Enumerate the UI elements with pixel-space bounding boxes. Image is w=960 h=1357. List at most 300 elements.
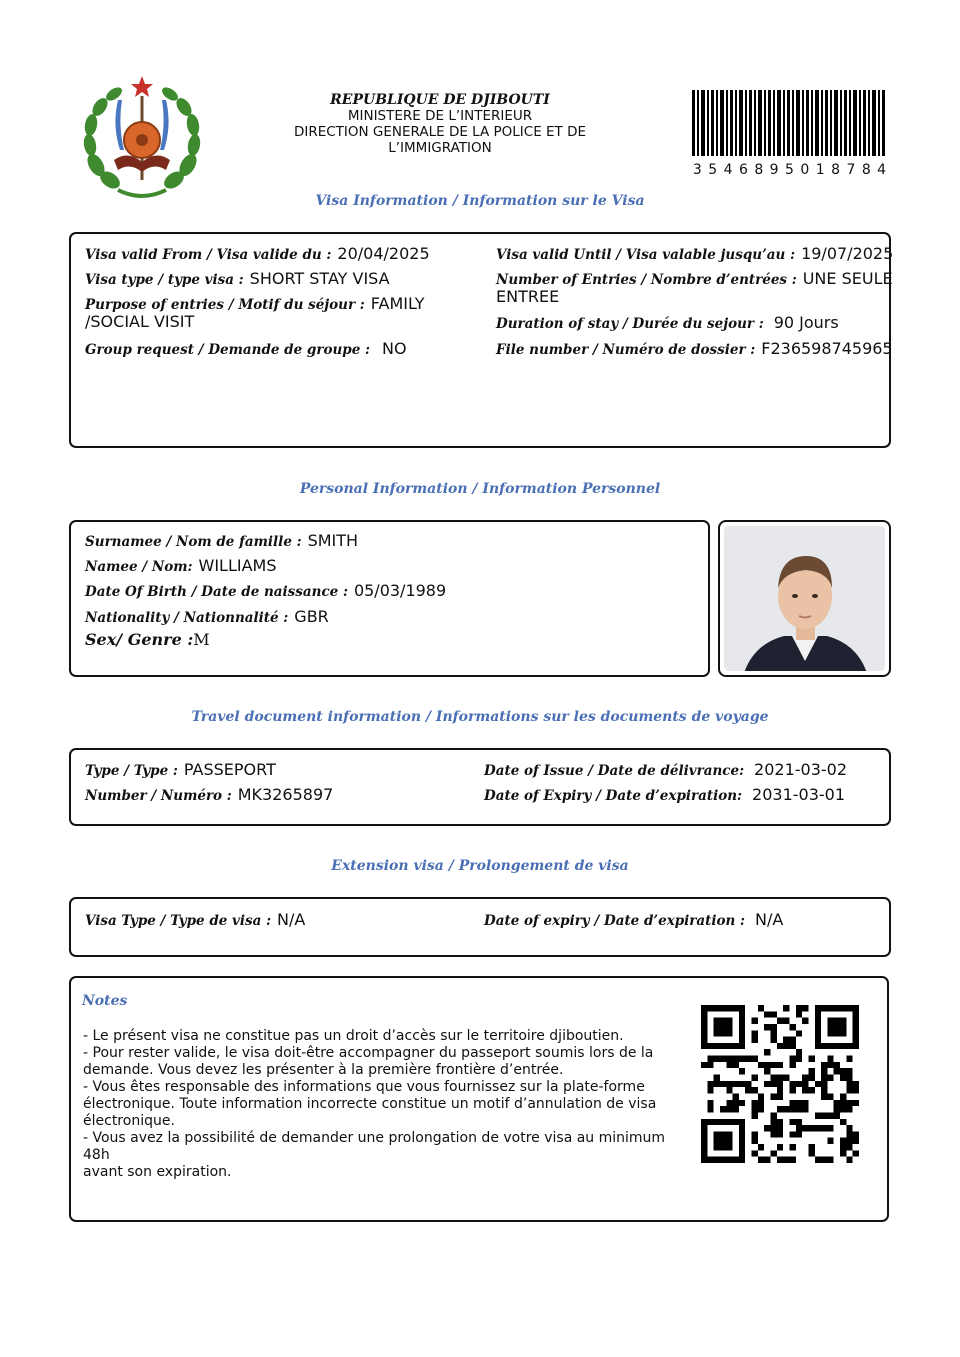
qr-module xyxy=(846,1075,852,1081)
qr-module xyxy=(758,1093,764,1099)
qr-module xyxy=(783,1106,789,1112)
qr-module xyxy=(758,1005,764,1011)
sex-label: Sex/ Genre : xyxy=(85,630,194,649)
notes-text xyxy=(83,1028,693,1181)
visa-valid-until-value: 19/07/2025 xyxy=(801,244,894,263)
qr-module xyxy=(802,1005,808,1011)
qr-module xyxy=(821,1087,827,1093)
extension-visa-type-value: N/A xyxy=(277,910,306,929)
qr-module xyxy=(796,1056,802,1062)
qr-module xyxy=(764,1125,770,1131)
qr-module xyxy=(853,1043,859,1049)
qr-module xyxy=(815,1030,821,1036)
qr-module xyxy=(771,1011,777,1017)
qr-module xyxy=(726,1081,732,1087)
qr-module xyxy=(701,1125,707,1131)
qr-module xyxy=(726,1030,732,1036)
qr-module xyxy=(726,1138,732,1144)
qr-module xyxy=(771,1037,777,1043)
qr-module xyxy=(821,1005,827,1011)
qr-module xyxy=(846,1131,852,1137)
qr-module xyxy=(789,1100,795,1106)
qr-module xyxy=(701,1119,707,1125)
note-line: avant son expiration. xyxy=(83,1164,232,1180)
qr-module xyxy=(714,1157,720,1163)
qr-module xyxy=(701,1157,707,1163)
qr-module xyxy=(720,1005,726,1011)
qr-module xyxy=(701,1144,707,1150)
qr-module xyxy=(846,1081,852,1087)
qr-module xyxy=(853,1018,859,1024)
file-number-value: F236598745965 xyxy=(761,339,893,358)
qr-module xyxy=(815,1043,821,1049)
qr-module xyxy=(739,1081,745,1087)
qr-module xyxy=(789,1106,795,1112)
qr-module xyxy=(701,1150,707,1156)
qr-module xyxy=(752,1106,758,1112)
qr-module xyxy=(821,1093,827,1099)
qr-module xyxy=(714,1018,720,1024)
qr-module xyxy=(726,1024,732,1030)
qr-module xyxy=(745,1081,751,1087)
qr-module xyxy=(834,1112,840,1118)
group-request-value: NO xyxy=(382,339,407,358)
qr-module xyxy=(808,1075,814,1081)
qr-module xyxy=(777,1125,783,1131)
qr-module xyxy=(771,1093,777,1099)
doc-issue-label: Date of Issue / Date de délivrance: xyxy=(484,763,745,779)
doc-expiry-label: Date of Expiry / Date d’expiration: xyxy=(484,788,743,804)
qr-module xyxy=(808,1144,814,1150)
qr-module xyxy=(758,1106,764,1112)
qr-module xyxy=(752,1056,758,1062)
qr-module xyxy=(726,1106,732,1112)
qr-module xyxy=(739,1150,745,1156)
qr-module xyxy=(777,1144,783,1150)
dob-label: Date Of Birth / Date de naissance : xyxy=(85,584,348,600)
qr-module xyxy=(739,1030,745,1036)
qr-module xyxy=(834,1030,840,1036)
qr-module xyxy=(720,1138,726,1144)
qr-module xyxy=(796,1081,802,1087)
qr-module xyxy=(739,1037,745,1043)
qr-module xyxy=(834,1024,840,1030)
qr-module xyxy=(745,1087,751,1093)
visa-type-value: SHORT STAY VISA xyxy=(249,269,390,288)
qr-module xyxy=(777,1119,783,1125)
qr-module xyxy=(771,1024,777,1030)
qr-module xyxy=(701,1043,707,1049)
qr-module xyxy=(840,1106,846,1112)
qr-module xyxy=(752,1018,758,1024)
qr-module xyxy=(777,1043,783,1049)
qr-module xyxy=(764,1011,770,1017)
entries-label: Number of Entries / Nombre d’entrées : xyxy=(496,272,797,288)
qr-module xyxy=(726,1144,732,1150)
purpose-row xyxy=(85,294,425,313)
qr-module xyxy=(720,1030,726,1036)
qr-module xyxy=(720,1144,726,1150)
qr-module xyxy=(815,1018,821,1024)
qr-module xyxy=(834,1062,840,1068)
doc-number-row xyxy=(85,785,333,804)
qr-module xyxy=(789,1087,795,1093)
qr-module xyxy=(777,1157,783,1163)
qr-module xyxy=(777,1131,783,1137)
qr-module xyxy=(808,1087,814,1093)
qr-module xyxy=(815,1005,821,1011)
qr-module xyxy=(771,1062,777,1068)
qr-module xyxy=(783,1037,789,1043)
qr-module xyxy=(714,1005,720,1011)
qr-module xyxy=(726,1043,732,1049)
purpose-value-line1: FAMILY xyxy=(370,294,425,313)
qr-module xyxy=(827,1043,833,1049)
qr-module xyxy=(815,1081,821,1087)
doc-issue-value: 2021-03-02 xyxy=(754,760,848,779)
qr-module xyxy=(701,1062,707,1068)
qr-module xyxy=(827,1093,833,1099)
qr-module xyxy=(752,1075,758,1081)
extension-visa-type-row xyxy=(85,910,305,929)
qr-module xyxy=(752,1037,758,1043)
qr-module xyxy=(853,1024,859,1030)
qr-module xyxy=(846,1157,852,1163)
qr-module xyxy=(726,1056,732,1062)
surname-label: Surnamee / Nom de famille : xyxy=(85,534,302,550)
dob-value: 05/03/1989 xyxy=(353,581,447,600)
qr-module xyxy=(796,1049,802,1055)
qr-module xyxy=(714,1056,720,1062)
qr-module xyxy=(783,1018,789,1024)
qr-module xyxy=(834,1005,840,1011)
qr-module xyxy=(789,1043,795,1049)
visa-type-row xyxy=(85,269,390,288)
qr-module xyxy=(739,1100,745,1106)
qr-module xyxy=(834,1100,840,1106)
qr-module xyxy=(771,1030,777,1036)
doc-expiry-row xyxy=(484,785,845,804)
note-line: - Le présent visa ne constitue pas un droit d’accès sur le territoire djiboutien. xyxy=(83,1028,624,1044)
qr-module xyxy=(840,1150,846,1156)
notes-title: Notes xyxy=(82,993,128,1009)
duration-label: Duration of stay / Durée du sejour : xyxy=(496,316,764,332)
qr-module xyxy=(726,1119,732,1125)
qr-module xyxy=(827,1056,833,1062)
qr-module xyxy=(739,1056,745,1062)
qr-module xyxy=(840,1093,846,1099)
visa-valid-from-value: 20/04/2025 xyxy=(337,244,430,263)
doc-expiry-value: 2031-03-01 xyxy=(752,785,846,804)
qr-module xyxy=(726,1100,732,1106)
qr-module xyxy=(821,1125,827,1131)
qr-module xyxy=(783,1157,789,1163)
qr-module xyxy=(707,1106,713,1112)
qr-module xyxy=(739,1144,745,1150)
qr-module xyxy=(834,1043,840,1049)
photo-frame xyxy=(718,520,891,677)
qr-code xyxy=(701,1005,859,1163)
qr-module xyxy=(846,1087,852,1093)
qr-module xyxy=(840,1119,846,1125)
qr-module xyxy=(834,1018,840,1024)
qr-module xyxy=(720,1157,726,1163)
qr-module xyxy=(796,1125,802,1131)
qr-module xyxy=(720,1018,726,1024)
qr-module xyxy=(726,1005,732,1011)
qr-module xyxy=(777,1081,783,1087)
qr-module xyxy=(758,1100,764,1106)
qr-module xyxy=(701,1018,707,1024)
qr-module xyxy=(821,1043,827,1049)
note-line: demande. Vous devez les présenter à la première frontière d’entrée. xyxy=(83,1062,564,1078)
qr-module xyxy=(796,1005,802,1011)
doc-type-row xyxy=(85,760,276,779)
qr-module xyxy=(821,1081,827,1087)
qr-module xyxy=(783,1043,789,1049)
qr-module xyxy=(764,1081,770,1087)
group-request-label: Group request / Demande de groupe : xyxy=(85,342,370,358)
file-number-row xyxy=(496,339,893,358)
qr-module xyxy=(846,1144,852,1150)
qr-module xyxy=(815,1125,821,1131)
qr-module xyxy=(714,1075,720,1081)
qr-module xyxy=(720,1024,726,1030)
qr-module xyxy=(771,1112,777,1118)
qr-module xyxy=(796,1030,802,1036)
qr-module xyxy=(815,1112,821,1118)
qr-module xyxy=(777,1018,783,1024)
qr-module xyxy=(714,1030,720,1036)
qr-module xyxy=(853,1005,859,1011)
qr-module xyxy=(714,1024,720,1030)
qr-module xyxy=(726,1087,732,1093)
visa-valid-until-label: Visa valid Until / Visa valable jusqu’au : xyxy=(496,247,796,263)
purpose-row-2 xyxy=(85,312,194,331)
nationality-label: Nationality / Nationnalité : xyxy=(85,610,289,626)
qr-module xyxy=(739,1125,745,1131)
qr-module xyxy=(802,1087,808,1093)
direction-title-line2: L’IMMIGRATION xyxy=(388,140,492,156)
qr-module xyxy=(720,1119,726,1125)
visa-valid-from-row xyxy=(85,244,430,263)
qr-module xyxy=(707,1119,713,1125)
qr-module xyxy=(846,1068,852,1074)
qr-module xyxy=(714,1144,720,1150)
qr-module xyxy=(764,1024,770,1030)
qr-module xyxy=(771,1131,777,1137)
qr-module xyxy=(789,1081,795,1087)
qr-module xyxy=(808,1068,814,1074)
qr-module xyxy=(771,1075,777,1081)
coat-of-arms-emblem xyxy=(78,70,206,206)
qr-module xyxy=(796,1100,802,1106)
dob-row xyxy=(85,581,446,600)
qr-module xyxy=(827,1018,833,1024)
qr-module xyxy=(840,1138,846,1144)
visa-info-section-title: Visa Information / Information sur le Visa xyxy=(315,193,645,209)
qr-module xyxy=(726,1062,732,1068)
doc-issue-row xyxy=(484,760,847,779)
travel-doc-section-title: Travel document information / Informations sur les documents de voyage xyxy=(191,709,769,725)
qr-module xyxy=(783,1075,789,1081)
portrait-photo xyxy=(724,526,885,671)
qr-module xyxy=(840,1024,846,1030)
group-request-row xyxy=(85,339,407,358)
qr-module xyxy=(720,1043,726,1049)
qr-module xyxy=(796,1119,802,1125)
qr-module xyxy=(802,1081,808,1087)
qr-module xyxy=(733,1119,739,1125)
purpose-label: Purpose of entries / Motif du séjour : xyxy=(85,297,365,313)
qr-module xyxy=(846,1106,852,1112)
qr-module xyxy=(752,1131,758,1137)
qr-module xyxy=(733,1081,739,1087)
qr-module xyxy=(789,1144,795,1150)
qr-module xyxy=(796,1106,802,1112)
qr-module xyxy=(758,1157,764,1163)
qr-module xyxy=(840,1100,846,1106)
qr-module xyxy=(846,1125,852,1131)
qr-module xyxy=(733,1043,739,1049)
qr-module xyxy=(726,1131,732,1137)
duration-row xyxy=(496,313,839,332)
qr-module xyxy=(827,1138,833,1144)
qr-module xyxy=(840,1043,846,1049)
qr-module xyxy=(821,1075,827,1081)
qr-module xyxy=(853,1087,859,1093)
qr-module xyxy=(853,1138,859,1144)
qr-module xyxy=(808,1056,814,1062)
qr-module xyxy=(827,1062,833,1068)
qr-module xyxy=(707,1087,713,1093)
qr-module xyxy=(777,1093,783,1099)
qr-module xyxy=(777,1075,783,1081)
qr-module xyxy=(827,1024,833,1030)
qr-module xyxy=(783,1005,789,1011)
qr-module xyxy=(739,1131,745,1137)
qr-module xyxy=(771,1081,777,1087)
note-line: - Vous êtes responsable des informations que vous fournissez sur la plate-forme xyxy=(83,1079,645,1095)
qr-module xyxy=(853,1131,859,1137)
qr-module xyxy=(764,1062,770,1068)
qr-module xyxy=(815,1037,821,1043)
qr-module xyxy=(739,1043,745,1049)
qr-module xyxy=(733,1005,739,1011)
visa-type-label: Visa type / type visa : xyxy=(85,272,244,288)
sex-row xyxy=(85,630,210,649)
qr-module xyxy=(764,1157,770,1163)
qr-module xyxy=(752,1087,758,1093)
note-line: - Pour rester valide, le visa doit-être accompagner du passeport soumis lors de la xyxy=(83,1045,654,1061)
name-row xyxy=(85,556,277,575)
qr-module xyxy=(726,1018,732,1024)
qr-module xyxy=(777,1087,783,1093)
qr-module xyxy=(707,1100,713,1106)
note-line: électronique. xyxy=(83,1113,175,1129)
qr-module xyxy=(789,1131,795,1137)
entries-value-line2: ENTREE xyxy=(496,287,560,306)
qr-module xyxy=(758,1062,764,1068)
header-block xyxy=(280,92,600,156)
qr-module xyxy=(733,1056,739,1062)
qr-module xyxy=(840,1030,846,1036)
qr-module xyxy=(701,1024,707,1030)
qr-module xyxy=(789,1119,795,1125)
qr-module xyxy=(853,1150,859,1156)
qr-module xyxy=(701,1138,707,1144)
qr-module xyxy=(720,1056,726,1062)
qr-module xyxy=(707,1043,713,1049)
qr-module xyxy=(764,1049,770,1055)
qr-module xyxy=(752,1030,758,1036)
republic-title: REPUBLIQUE DE DJIBOUTI xyxy=(330,92,550,108)
qr-module xyxy=(739,1138,745,1144)
qr-module xyxy=(846,1056,852,1062)
qr-module xyxy=(802,1100,808,1106)
qr-module xyxy=(701,1030,707,1036)
qr-module xyxy=(720,1081,726,1087)
qr-module xyxy=(853,1100,859,1106)
doc-number-label: Number / Numéro : xyxy=(85,788,232,804)
qr-module xyxy=(739,1005,745,1011)
personal-info-box xyxy=(69,520,710,677)
extension-expiry-label: Date of expiry / Date d’expiration : xyxy=(484,913,746,929)
qr-module xyxy=(739,1119,745,1125)
qr-module xyxy=(827,1112,833,1118)
entries-row-2 xyxy=(496,287,559,306)
qr-module xyxy=(853,1037,859,1043)
qr-module xyxy=(720,1106,726,1112)
qr-module xyxy=(714,1138,720,1144)
qr-module xyxy=(733,1062,739,1068)
qr-module xyxy=(789,1037,795,1043)
qr-module xyxy=(853,1011,859,1017)
qr-module xyxy=(714,1081,720,1087)
personal-info-section-title: Personal Information / Information Personnel xyxy=(299,481,661,497)
qr-module xyxy=(714,1043,720,1049)
qr-module xyxy=(777,1062,783,1068)
sex-value: M xyxy=(193,630,210,649)
qr-module xyxy=(808,1125,814,1131)
notes-box xyxy=(69,976,889,1222)
qr-module xyxy=(789,1157,795,1163)
qr-module xyxy=(840,1005,846,1011)
visa-valid-from-label: Visa valid From / Visa valide du : xyxy=(85,247,332,263)
extension-expiry-value: N/A xyxy=(755,910,784,929)
qr-module xyxy=(771,1119,777,1125)
qr-module xyxy=(752,1100,758,1106)
qr-module xyxy=(846,1100,852,1106)
visa-valid-until-row xyxy=(496,244,893,263)
extension-expiry-row xyxy=(484,910,783,929)
name-label: Namee / Nom: xyxy=(85,559,193,575)
qr-module xyxy=(701,1131,707,1137)
qr-module xyxy=(707,1056,713,1062)
note-line: électronique. Toute information incorrecte constitue un motif d’annulation de visa xyxy=(83,1096,657,1112)
qr-module xyxy=(840,1075,846,1081)
qr-module xyxy=(733,1106,739,1112)
surname-row xyxy=(85,531,358,550)
extension-visa-type-label: Visa Type / Type de visa : xyxy=(85,913,272,929)
qr-module xyxy=(771,1150,777,1156)
qr-module xyxy=(733,1157,739,1163)
qr-module xyxy=(733,1100,739,1106)
barcode xyxy=(692,90,888,156)
qr-module xyxy=(827,1157,833,1163)
qr-module xyxy=(726,1157,732,1163)
qr-module xyxy=(840,1018,846,1024)
